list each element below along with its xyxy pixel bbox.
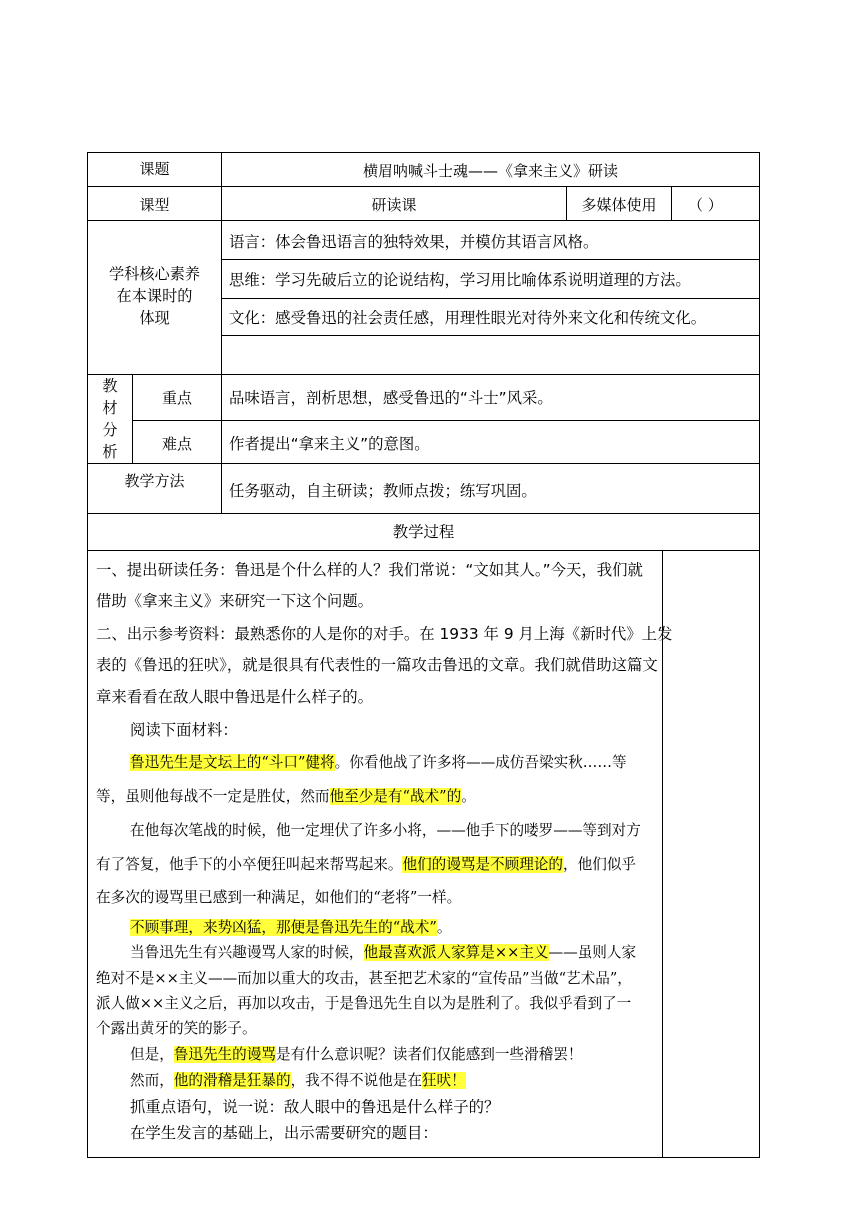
key-point-value: 品味语言，剖析思想，感受鲁迅的“斗士”风采。 [229, 389, 553, 407]
material-paragraph: 不顾事理，来势凶猛，那便是鲁迅先生的“战术”。 [130, 919, 452, 936]
topic-value: 横眉呐喊斗士魂——《拿来主义》研读 [362, 162, 618, 180]
read-prompt: 阅读下面材料： [130, 721, 238, 739]
row-divider [88, 186, 759, 187]
task-line: 抓重点语句，说一说：敌人眼中的鲁迅是什么样子的？ [130, 1098, 500, 1116]
highlight: 不顾事理，来势凶猛，那便是鲁迅先生的“战术” [130, 919, 437, 936]
teaching-method-value: 任务驱动，自主研读；教师点拨；练写巩固。 [229, 482, 537, 500]
highlight: 鲁迅先生的谩骂 [173, 1046, 276, 1063]
material-paragraph: 在多次的谩骂里已感到一种满足，如他们的“老将”一样。 [96, 889, 462, 906]
step2-line: 二、出示参考资料：最熟悉你的人是你的对手。在 1933 年 9 月上海《新时代》上发 [96, 625, 673, 643]
highlight: 鲁迅先生是文坛上的“斗口”健将 [130, 754, 335, 771]
material-paragraph: 有了答复，他手下的小卒便狂叫起来帮骂起来。他们的谩骂是不顾理论的，他们似乎 [96, 856, 637, 873]
material-paragraph: 派人做××主义之后，再加以攻击，于是鲁迅先生自以为是胜利了。我似乎看到了一 [96, 995, 632, 1012]
difficult-point-label: 难点 [161, 435, 192, 453]
step2-line: 章来看看在敌人眼中鲁迅是什么样子的。 [96, 688, 374, 706]
media-value: （ ） [688, 196, 723, 214]
type-label: 课型 [139, 196, 170, 214]
highlight: 他最喜欢派人家算是××主义 [363, 944, 549, 961]
row-divider [221, 259, 759, 260]
topic-label: 课题 [139, 160, 170, 178]
process-body [88, 550, 673, 1158]
row-divider [132, 420, 759, 421]
next-line: 在学生发言的基础上，出示需要研究的题目： [130, 1124, 438, 1142]
step1-line: 借助《拿来主义》来研究一下这个问题。 [96, 592, 374, 610]
highlight: 狂吠！ [421, 1072, 466, 1089]
material-analysis-label: 教 材 分 析 [102, 377, 118, 461]
material-paragraph: 但是，鲁迅先生的谩骂是有什么意识呢？读者们仅能感到一些滑稽罢！ [130, 1046, 583, 1063]
material-paragraph: 绝对不是××主义——而加以重大的攻击，甚至把艺术家的“宣传品”当做“艺术品”， [96, 970, 632, 987]
highlight: 他的滑稽是狂暴的 [173, 1072, 291, 1089]
core-literacy-label: 学科核心素养 在本课时的 体现 [108, 265, 201, 327]
teaching-method-label: 教学方法 [124, 472, 185, 490]
type-value: 研读课 [371, 196, 417, 214]
lesson-plan-table [87, 152, 760, 1158]
key-point-label: 重点 [161, 389, 192, 407]
core-item-thinking: 思维：学习先破后立的论说结构，学习用比喻体系说明道理的方法。 [229, 271, 691, 289]
material-paragraph: 在他每次笔战的时候，他一定埋伏了许多小将，——他手下的喽罗——等到对方 [130, 822, 641, 839]
row-divider [88, 513, 759, 514]
core-item-language: 语言：体会鲁迅语言的独特效果，并模仿其语言风格。 [229, 233, 599, 251]
row-divider [88, 220, 759, 221]
material-paragraph: 当鲁迅先生有兴趣谩骂人家的时候，他最喜欢派人家算是××主义——虽则人家 [130, 944, 637, 961]
material-paragraph: 个露出黄牙的笑的影子。 [96, 1020, 257, 1037]
highlight: 他们的谩骂是不顾理论的 [402, 856, 564, 873]
media-label: 多媒体使用 [581, 196, 657, 214]
difficult-point-value: 作者提出“拿来主义”的意图。 [229, 435, 430, 453]
row-divider [88, 463, 759, 464]
core-item-culture: 文化：感受鲁迅的社会责任感，用理性眼光对待外来文化和传统文化。 [229, 309, 707, 327]
col-divider [671, 186, 672, 220]
row-divider [221, 335, 759, 336]
row-divider [221, 298, 759, 299]
row-divider [88, 374, 759, 375]
material-paragraph: 等，虽则他每战不一定是胜仗，然而他至少是有“战术”的。 [96, 788, 476, 805]
material-paragraph: 鲁迅先生是文坛上的“斗口”健将。你看他战了许多将——成仿吾梁实秋……等 [130, 754, 627, 771]
step2-line: 表的《鲁迅的狂吠》，就是很具有代表性的一篇攻击鲁迅的文章。我们就借助这篇文 [96, 656, 658, 674]
material-paragraph: 然而，他的滑稽是狂暴的，我不得不说他是在狂吠！ [130, 1072, 466, 1089]
teaching-process-title: 教学过程 [392, 523, 455, 541]
step1-line: 一、提出研读任务：鲁迅是个什么样的人？我们常说：“文如其人。”今天，我们就 [96, 561, 643, 579]
highlight: 他至少是有“战术”的 [329, 788, 462, 805]
